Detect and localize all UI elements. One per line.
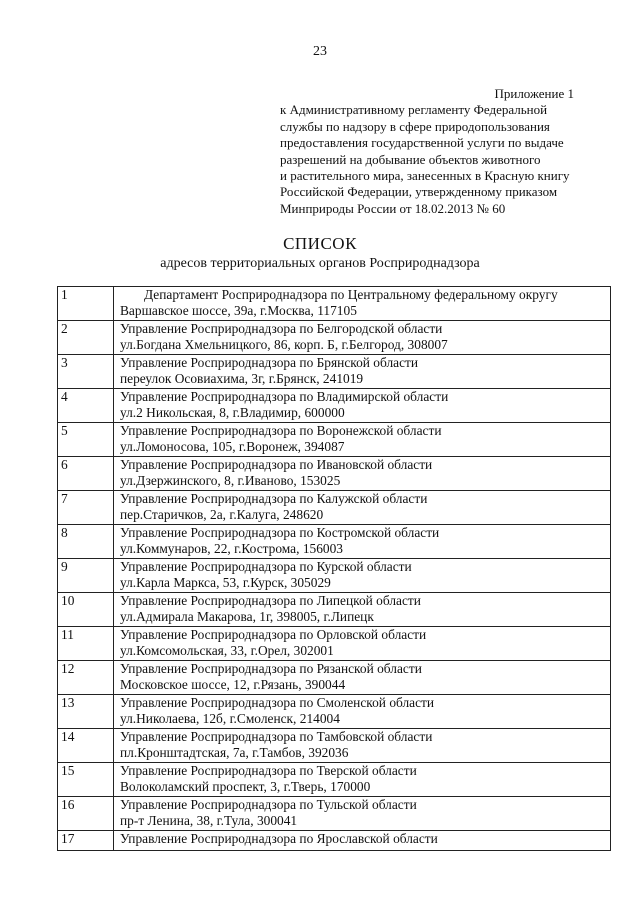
organ-name: Управление Росприроднадзора по Ивановской области	[120, 457, 433, 472]
appendix-line: разрешений на добывание объектов животного	[280, 151, 541, 167]
table-row	[58, 695, 611, 729]
row-number: 11	[58, 627, 114, 661]
list-subtitle: адресов территориальных органов Росприроднадзора	[160, 256, 480, 271]
table-row	[58, 661, 611, 695]
row-number: 8	[58, 525, 114, 559]
row-number: 12	[58, 661, 114, 695]
row-content	[114, 831, 611, 851]
row-number: 14	[58, 729, 114, 763]
table-row	[58, 389, 611, 423]
organ-name: Управление Росприроднадзора по Воронежской области	[120, 423, 442, 438]
organ-address: ул.Ломоносова, 105, г.Воронеж, 394087	[120, 439, 345, 455]
organ-name: Департамент Росприроднадзора по Центральному федеральному округу	[144, 287, 558, 302]
organ-name: Управление Росприроднадзора по Курской области	[120, 559, 412, 574]
organ-address: пл.Кронштадтская, 7а, г.Тамбов, 392036	[120, 745, 349, 761]
row-content	[114, 661, 611, 695]
row-content	[114, 355, 611, 389]
table-row	[58, 355, 611, 389]
row-number: 2	[58, 321, 114, 355]
organ-name: Управление Росприроднадзора по Тульской области	[120, 797, 417, 812]
organ-address: ул.Карла Маркса, 53, г.Курск, 305029	[120, 575, 331, 591]
organ-name: Управление Росприроднадзора по Калужской области	[120, 491, 428, 506]
row-number: 17	[58, 831, 114, 851]
appendix-line: и растительного мира, занесенных в Красную книгу	[280, 168, 570, 184]
list-title: СПИСОК	[283, 234, 357, 253]
organ-name: Управление Росприроднадзора по Брянской области	[120, 355, 419, 370]
row-content	[114, 287, 611, 321]
table-row	[58, 797, 611, 831]
organ-address: Московское шоссе, 12, г.Рязань, 390044	[120, 677, 346, 693]
table-row	[58, 321, 611, 355]
table-row	[58, 763, 611, 797]
table-row	[58, 423, 611, 457]
table-row	[58, 559, 611, 593]
row-content	[114, 729, 611, 763]
appendix-block	[280, 86, 580, 217]
appendix-line: Минприроды России от 18.02.2013 № 60	[280, 200, 506, 216]
row-content	[114, 423, 611, 457]
organ-name: Управление Росприроднадзора по Липецкой области	[120, 593, 421, 608]
row-number: 15	[58, 763, 114, 797]
row-number: 1	[58, 287, 114, 321]
row-number: 3	[58, 355, 114, 389]
appendix-line: службы по надзору в сфере природопользования	[280, 118, 550, 134]
appendix-line: предоставления государственной услуги по выдаче	[280, 135, 564, 151]
organ-name: Управление Росприроднадзора по Смоленской области	[120, 695, 435, 710]
page-number: 23	[313, 44, 327, 59]
organ-name: Управление Росприроднадзора по Рязанской области	[120, 661, 422, 676]
appendix-line: к Административному регламенту Федеральной	[280, 102, 548, 118]
row-content	[114, 797, 611, 831]
organ-name: Управление Росприроднадзора по Белгородской области	[120, 321, 443, 336]
organ-name: Управление Росприроднадзора по Костромской области	[120, 525, 440, 540]
organ-address: пер.Старичков, 2а, г.Калуга, 248620	[120, 507, 324, 523]
row-content	[114, 525, 611, 559]
organ-address: ул.Адмирала Макарова, 1г, 398005, г.Липецк	[120, 609, 374, 625]
table-row	[58, 831, 611, 851]
organ-name: Управление Росприроднадзора по Владимирской области	[120, 389, 449, 404]
row-number: 4	[58, 389, 114, 423]
row-number: 7	[58, 491, 114, 525]
organ-address: ул.Николаева, 12б, г.Смоленск, 214004	[120, 711, 340, 727]
organ-address: ул.2 Никольская, 8, г.Владимир, 600000	[120, 405, 345, 421]
organ-address: Варшавское шоссе, 39а, г.Москва, 117105	[120, 303, 357, 319]
organ-name: Управление Росприроднадзора по Орловской области	[120, 627, 427, 642]
organ-name: Управление Росприроднадзора по Тамбовской области	[120, 729, 433, 744]
row-content	[114, 321, 611, 355]
row-content	[114, 763, 611, 797]
organ-address: ул.Коммунаров, 22, г.Кострома, 156003	[120, 541, 343, 557]
row-content	[114, 457, 611, 491]
table-row	[58, 287, 611, 321]
organ-name: Управление Росприроднадзора по Тверской области	[120, 763, 417, 778]
table-row	[58, 491, 611, 525]
organ-address: ул.Дзержинского, 8, г.Иваново, 153025	[120, 473, 341, 489]
row-content	[114, 559, 611, 593]
row-content	[114, 627, 611, 661]
table-row	[58, 593, 611, 627]
row-content	[114, 593, 611, 627]
row-number: 5	[58, 423, 114, 457]
organ-address: ул.Комсомольская, 33, г.Орел, 302001	[120, 643, 334, 659]
table-row	[58, 457, 611, 491]
row-number: 16	[58, 797, 114, 831]
addresses-table	[57, 286, 611, 851]
organ-address: переулок Осовиахима, 3г, г.Брянск, 241019	[120, 371, 364, 387]
row-content	[114, 695, 611, 729]
appendix-line: Российской Федерации, утвержденному приказом	[280, 184, 558, 200]
organ-address: Волоколамский проспект, 3, г.Тверь, 170000	[120, 779, 371, 795]
table-row	[58, 627, 611, 661]
table-row	[58, 525, 611, 559]
row-content	[114, 491, 611, 525]
table-row	[58, 729, 611, 763]
organ-address: ул.Богдана Хмельницкого, 86, корп. Б, г.Белгород, 308007	[120, 337, 448, 353]
row-number: 9	[58, 559, 114, 593]
row-number: 6	[58, 457, 114, 491]
row-number: 10	[58, 593, 114, 627]
row-number: 13	[58, 695, 114, 729]
row-content	[114, 389, 611, 423]
organ-address: пр-т Ленина, 38, г.Тула, 300041	[120, 813, 298, 829]
organ-name: Управление Росприроднадзора по Ярославской области	[120, 831, 438, 846]
appendix-title: Приложение 1	[494, 86, 574, 101]
